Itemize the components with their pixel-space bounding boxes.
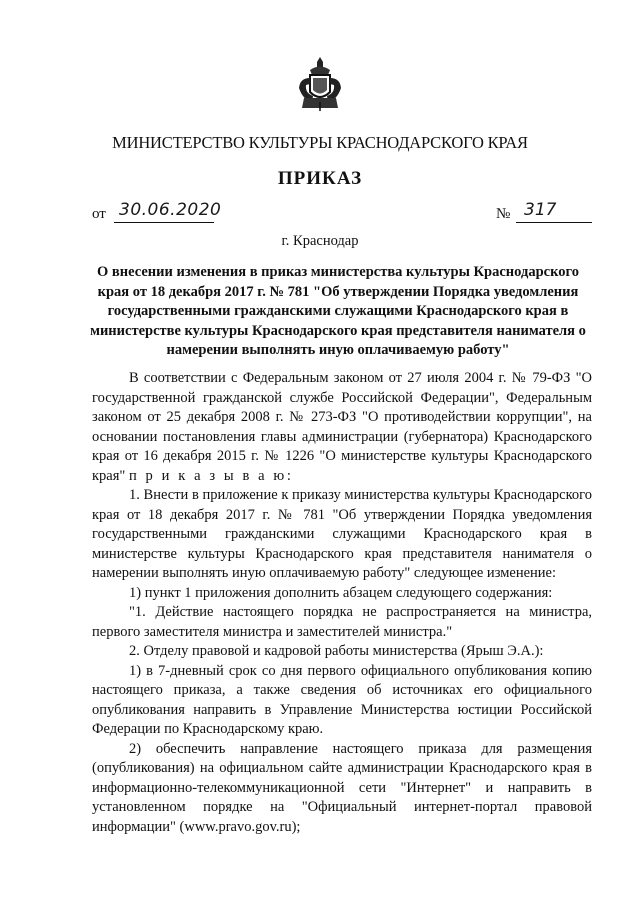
city-line: г. Краснодар: [281, 233, 359, 249]
paragraph-2-2: 2) обеспечить направление настоящего приказа для размещения (опубликования) на официальном сайте администрации Краснодарского края в информационно-телекоммуникационной сети "Интернет" и направить в установленном порядке на "Официальный интернет-портал правовой информации" (www.pravo.gov.ru);: [92, 740, 592, 835]
paragraph-1-quote: "1. Действие настоящего порядка не распространяется на министра, первого заместителя министра и заместителей министра.": [92, 604, 592, 640]
order-body: [92, 369, 592, 837]
preamble-text: В соответствии с Федеральным законом от 27 июля 2004 г. № 79-ФЗ "О государственной гражданской службе Российской Федерации", Федеральным законом от 25 декабря 2008 г. № 273-ФЗ "О противодействии коррупции", на основании постановления главы администрации (губернатора) Краснодарского края от 16 декабря 2015 г. № 1226 "О министерстве культуры Краснодарского края": [92, 370, 592, 484]
date-number-row: [92, 200, 592, 226]
preamble-paragraph: [92, 369, 592, 486]
paragraph-1-1: 1) пункт 1 приложения дополнить абзацем следующего содержания:: [129, 584, 553, 601]
ministry-name: МИНИСТЕРСТВО КУЛЬТУРЫ КРАСНОДАРСКОГО КРАЯ: [112, 133, 528, 152]
paragraph-1: 1. Внести в приложение к приказу министерства культуры Краснодарского края от 18 декабря 2017 г. № 781 "Об утверждении Порядка уведомления государственными гражданскими служащими Краснодарского края в министерстве культуры Краснодарского края представителя нанимателя о намерении выполнять иную оплачиваемую работу" следующее изменение:: [92, 487, 592, 581]
decree-word: п р и к а з ы в а ю:: [128, 467, 294, 484]
order-subject: О внесении изменения в приказ министерства культуры Краснодарского края от 18 декабря 2017 г. № 781 "Об утверждении Порядка уведомления государственными гражданскими служащими Краснодарского края в министерстве культуры Краснодарского края представителя нанимателя о намерении выполнять иную оплачиваемую работу": [90, 264, 586, 359]
order-number: 317: [524, 200, 557, 220]
paragraph-2: 2. Отделу правовой и кадровой работы министерства (Ярыш Э.А.):: [129, 643, 544, 659]
order-date: 30.06.2020: [119, 200, 222, 220]
number-prefix: №: [496, 206, 511, 222]
date-underline: [114, 222, 214, 223]
coat-of-arms-emblem: [296, 56, 344, 112]
date-prefix: от: [92, 206, 106, 222]
number-underline: [516, 222, 592, 223]
document-type-title: ПРИКАЗ: [277, 168, 363, 189]
paragraph-2-1: 1) в 7-дневный срок со дня первого официального опубликования копию настоящего приказа, а также сведения об источниках его официального опубликования направить в Управление Министерства юстиции Российской Федерации по Краснодарскому краю.: [92, 662, 592, 737]
